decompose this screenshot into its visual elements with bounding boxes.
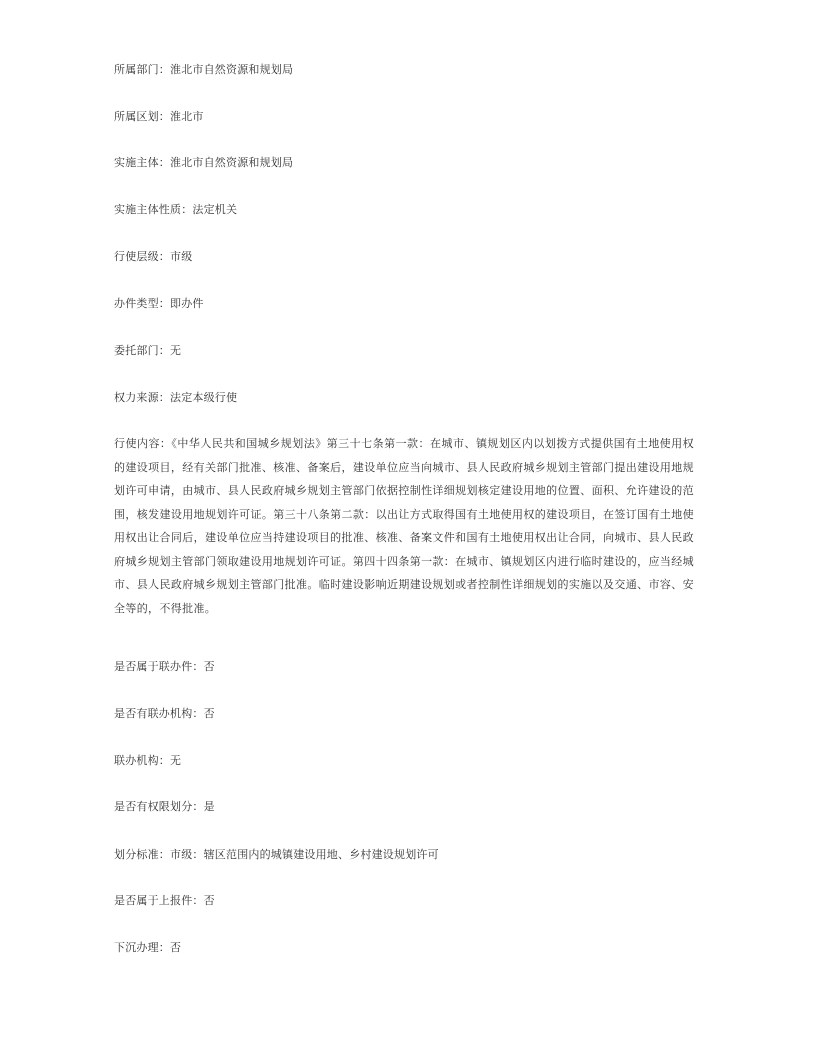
field-entrusted-department: 委托部门：无 (114, 344, 182, 357)
field-department: 所属部门：淮北市自然资源和规划局 (114, 63, 294, 76)
field-handling-type: 办件类型：即办件 (114, 297, 204, 310)
field-is-joint-item: 是否属于联办件：否 (114, 660, 215, 673)
field-exercise-level: 行使层级：市级 (114, 250, 193, 263)
field-implementer-nature: 实施主体性质：法定机关 (114, 203, 238, 216)
field-implementer: 实施主体：淮北市自然资源和规划局 (114, 156, 294, 169)
field-sink-handling: 下沉办理：否 (114, 941, 182, 954)
field-has-authority-division: 是否有权限划分：是 (114, 800, 215, 813)
field-is-report-up: 是否属于上报件：否 (114, 894, 215, 907)
field-exercise-content: 行使内容：《中华人民共和国城乡规划法》第三十七条第一款：在城市、镇规划区内以划拨方式提供国有土地使用权的建设项目，经有关部门批准、核准、备案后，建设单位应当向城市、县人民政府城乡规划主管部门提出建设用地规划许可申请，由城市、县人民政府城乡规划主管部门依据控制性详细规划核定建设用地的位置、面积、允许建设的范围，核发建设用地规划许可证。第三十八条第二款：以出让方式取得国有土地使用权的建设项目，在签订国有土地使用权出让合同后，建设单位应当持建设项目的批准、核准、备案文件和国有土地使用权出让合同，向城市、县人民政府城乡规划主管部门领取建设用地规划许可证。第四十四条第一款：在城市、镇规划区内进行临时建设的，应当经城市、县人民政府城乡规划主管部门批准。临时建设影响近期建设规划或者控制性详细规划的实施以及交通、市容、安全等的，不得批准。 (114, 437, 694, 615)
field-division-standard: 划分标准：市级：辖区范围内的城镇建设用地、乡村建设规划许可 (114, 848, 439, 861)
field-region: 所属区划：淮北市 (114, 110, 204, 123)
field-power-source: 权力来源：法定本级行使 (114, 391, 238, 404)
field-joint-agency: 联办机构：无 (114, 754, 182, 767)
field-has-joint-agency: 是否有联办机构：否 (114, 707, 215, 720)
